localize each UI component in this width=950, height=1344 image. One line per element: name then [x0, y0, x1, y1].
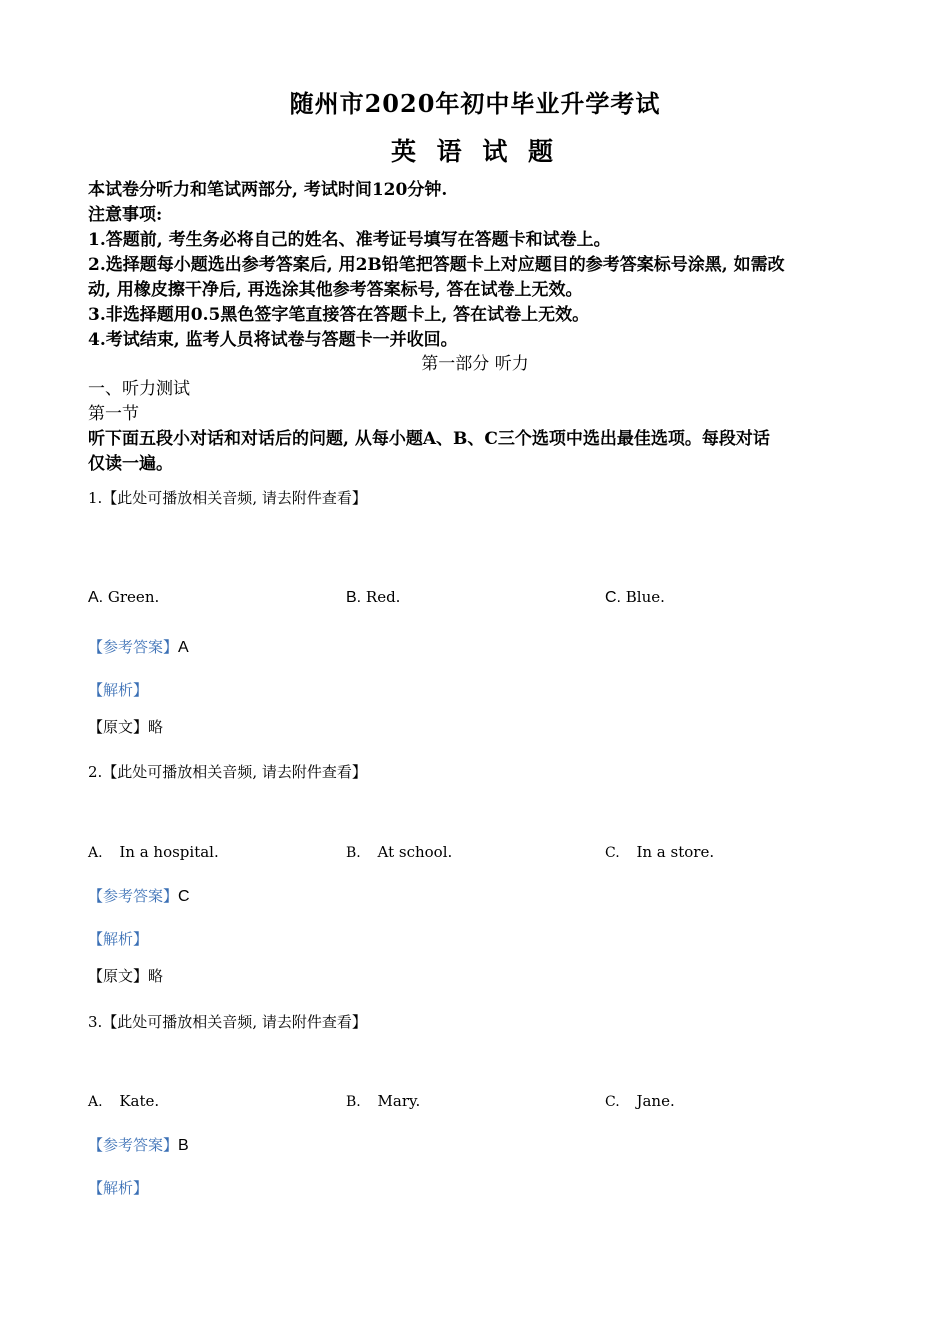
question-1-stem[interactable]: 1.【此处可播放相关音频, 请去附件查看】 [88, 489, 367, 507]
notice-item-2-cont: 动, 用橡皮擦干净后, 再选涂其他参考答案标号, 答在试卷上无效。 [88, 280, 583, 300]
question-3-option-a [88, 1092, 159, 1110]
option-text: Kate. [119, 1092, 160, 1110]
notice-title: 注意事项: [88, 205, 163, 225]
option-text: In a hospital. [119, 843, 219, 861]
exam-subtitle: 英 语 试 题 [390, 137, 560, 166]
answer-value: B [178, 1137, 189, 1154]
question-2-analysis: 【解析】 [88, 930, 149, 948]
question-2-stem[interactable]: 2.【此处可播放相关音频, 请去附件查看】 [88, 763, 367, 781]
option-text: Mary. [377, 1092, 421, 1110]
notice-item-4: 4.考试结束, 监考人员将试卷与答题卡一并收回。 [88, 330, 458, 350]
answer-value: A [178, 639, 189, 656]
option-letter: A. [88, 589, 104, 606]
exam-title: 随州市2020年初中毕业升学考试 [289, 89, 661, 118]
option-text: Blue. [625, 588, 665, 606]
option-letter: A. [88, 1094, 103, 1110]
option-letter: C. [605, 589, 621, 606]
question-3-analysis: 【解析】 [88, 1179, 149, 1197]
directions-line-2: 仅读一遍。 [88, 454, 173, 474]
question-3-answer [88, 1134, 189, 1155]
option-letter: A. [88, 845, 103, 861]
question-2-option-c [605, 843, 714, 861]
option-letter: B. [346, 589, 362, 606]
subsection-heading: 第一节 [88, 404, 139, 424]
question-1-original: 【原文】略 [88, 718, 164, 736]
option-text: At school. [377, 843, 453, 861]
question-1-analysis: 【解析】 [88, 681, 149, 699]
question-2-option-b [346, 843, 452, 861]
directions-line-1: 听下面五段小对话和对话后的问题, 从每小题A、B、C三个选项中选出最佳选项。每段对话 [88, 429, 770, 449]
intro-text: 本试卷分听力和笔试两部分, 考试时间120分钟. [88, 180, 448, 200]
answer-label: 【参考答案】 [88, 638, 179, 656]
question-3-option-c [605, 1092, 675, 1110]
option-text: Jane. [636, 1092, 675, 1110]
option-letter: C. [605, 845, 620, 861]
question-1-option-b [346, 588, 400, 607]
question-1-option-a [88, 588, 159, 607]
option-text: Red. [365, 588, 401, 606]
question-1-option-c [605, 588, 665, 607]
answer-label: 【参考答案】 [88, 1136, 179, 1154]
notice-item-3: 3.非选择题用0.5黑色签字笔直接答在答题卡上, 答在试卷上无效。 [88, 305, 590, 325]
answer-value: C [178, 888, 190, 905]
question-2-original: 【原文】略 [88, 967, 164, 985]
option-letter: C. [605, 1094, 620, 1110]
option-letter: B. [346, 845, 361, 861]
question-2-answer [88, 885, 190, 906]
option-text: In a store. [636, 843, 715, 861]
answer-label: 【参考答案】 [88, 887, 179, 905]
option-text: Green. [107, 588, 160, 606]
question-1-answer [88, 636, 189, 657]
option-letter: B. [346, 1094, 361, 1110]
notice-item-2: 2.选择题每小题选出参考答案后, 用2B铅笔把答题卡上对应题目的参考答案标号涂黑, 如需改 [88, 255, 785, 275]
notice-item-1: 1.答题前, 考生务必将自己的姓名、准考证号填写在答题卡和试卷上。 [88, 230, 611, 250]
question-2-option-a [88, 843, 219, 861]
question-3-stem[interactable]: 3.【此处可播放相关音频, 请去附件查看】 [88, 1013, 367, 1031]
question-3-option-b [346, 1092, 420, 1110]
part-heading: 第一部分 听力 [421, 354, 529, 374]
section-heading: 一、听力测试 [88, 379, 190, 399]
